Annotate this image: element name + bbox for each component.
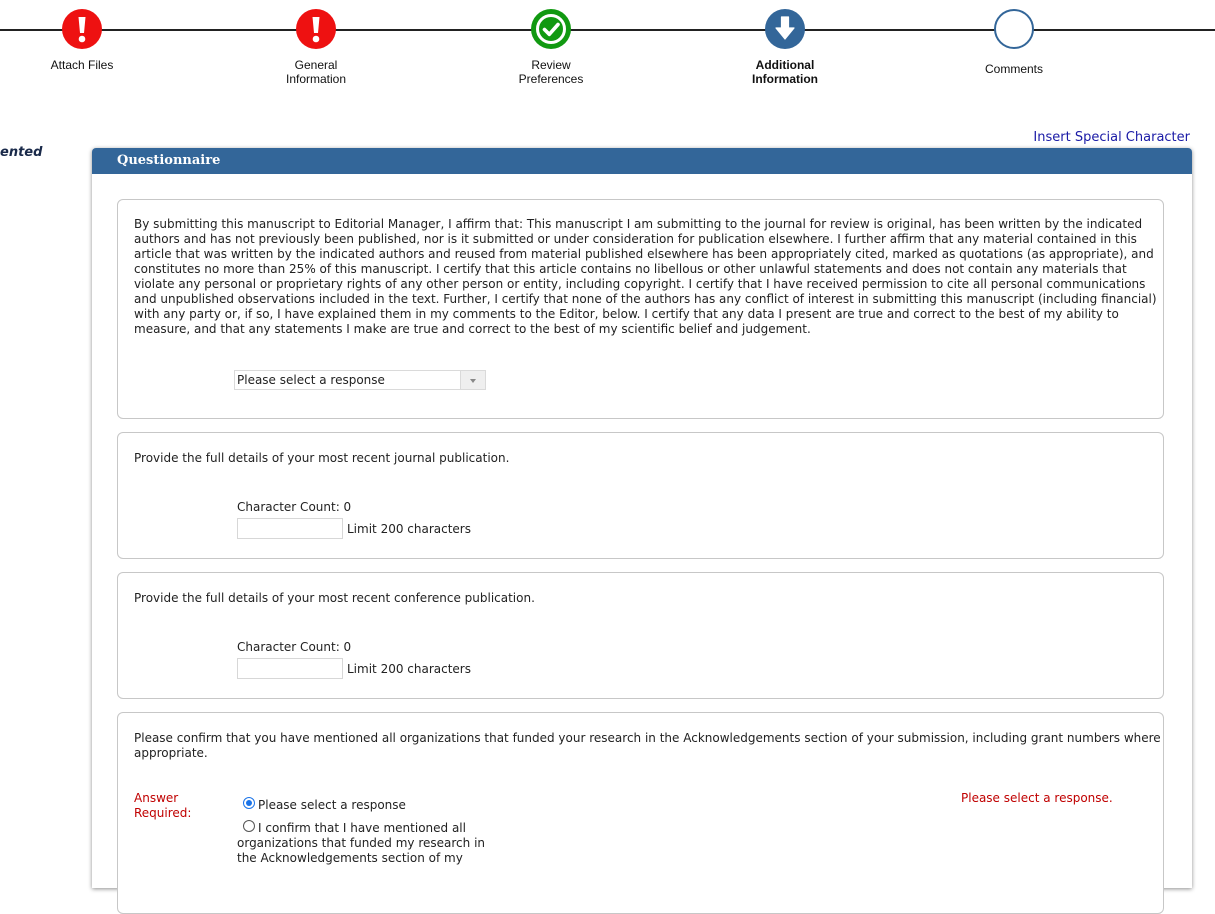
question-box-affirmation — [117, 199, 1164, 419]
exclamation-icon — [296, 9, 336, 49]
question-box-journal-publication — [117, 432, 1164, 559]
step-label: Review Preferences — [518, 58, 584, 86]
answer-required-label: Answer Required: — [134, 791, 192, 820]
question-box-funding-confirmation — [117, 712, 1164, 914]
panel-title: Questionnaire — [92, 148, 1192, 174]
insert-special-character-link[interactable]: Insert Special Character — [1033, 130, 1190, 145]
step-additional-information[interactable] — [695, 9, 875, 86]
radio-label: Please select a response — [258, 798, 406, 812]
step-label: Additional Information — [752, 58, 818, 86]
limit-label: Limit 200 characters — [347, 522, 471, 536]
question-box-conference-publication — [117, 572, 1164, 699]
radio-please-select[interactable] — [243, 797, 255, 809]
question-text: Provide the full details of your most recent conference publication. — [134, 591, 535, 605]
step-label: Attach Files — [50, 58, 114, 72]
step-label: Comments — [984, 62, 1043, 76]
step-general-information[interactable] — [226, 9, 406, 86]
left-column-text: ented — [0, 145, 43, 160]
chevron-down-icon — [460, 371, 485, 389]
character-count: Character Count: 0 — [237, 640, 352, 654]
question-text: By submitting this manuscript to Editorial Manager, I affirm that: This manuscript I am submitting to the journal for review is original, has been written by the indicated authors and has not previously been published, nor is it submitted or under consideration for publication elsewhere. I further affirm that any material contained in this article that was written by the indicated authors and reused from material published elsewhere has been appropriately cited, marked as quotations (as appropriate), and constitutes no more than 25% of this manuscript. I certify that this article contains no libellous or other unlawful statements and does not contain any materials that violate any personal or proprietary rights of any other person or entity, including copyright. I certify that I have received permission to cite all personal communications and unpublished observations included in the text. Further, I certify that none of the authors has any conflict of interest in submitting this manuscript (including financial) with any party or, if so, I have explained them in my comments to the Editor, below. I certify that any data I present are true and correct to the best of my ability to measure, and that any statements I make are true and correct to the best of my scientific belief and judgement. — [134, 217, 1157, 336]
journal-publication-input[interactable] — [237, 518, 343, 539]
exclamation-icon — [62, 9, 102, 49]
checkmark-icon — [531, 9, 571, 49]
progress-steps — [0, 0, 1215, 100]
questionnaire-panel — [92, 148, 1192, 888]
response-select[interactable] — [234, 370, 486, 390]
step-label: General Information — [285, 58, 347, 86]
empty-circle-icon — [994, 9, 1034, 49]
radio-label: I confirm that I have mentioned all organizations that funded my research in the Acknowledgements section of my — [237, 821, 486, 865]
character-count: Character Count: 0 — [237, 500, 352, 514]
down-arrow-icon — [765, 9, 805, 49]
limit-label: Limit 200 characters — [347, 662, 471, 676]
validation-error: Please select a response. — [961, 791, 1113, 805]
step-review-preferences[interactable] — [461, 9, 641, 86]
question-text: Provide the full details of your most recent journal publication. — [134, 451, 510, 465]
conference-publication-input[interactable] — [237, 658, 343, 679]
step-comments[interactable] — [924, 9, 1104, 76]
question-text: Please confirm that you have mentioned all organizations that funded your research in the Acknowledgements section of your submission, including grant numbers where appropriate. — [134, 731, 1161, 760]
step-attach-files[interactable] — [0, 9, 172, 72]
select-value: Please select a response — [237, 373, 385, 387]
